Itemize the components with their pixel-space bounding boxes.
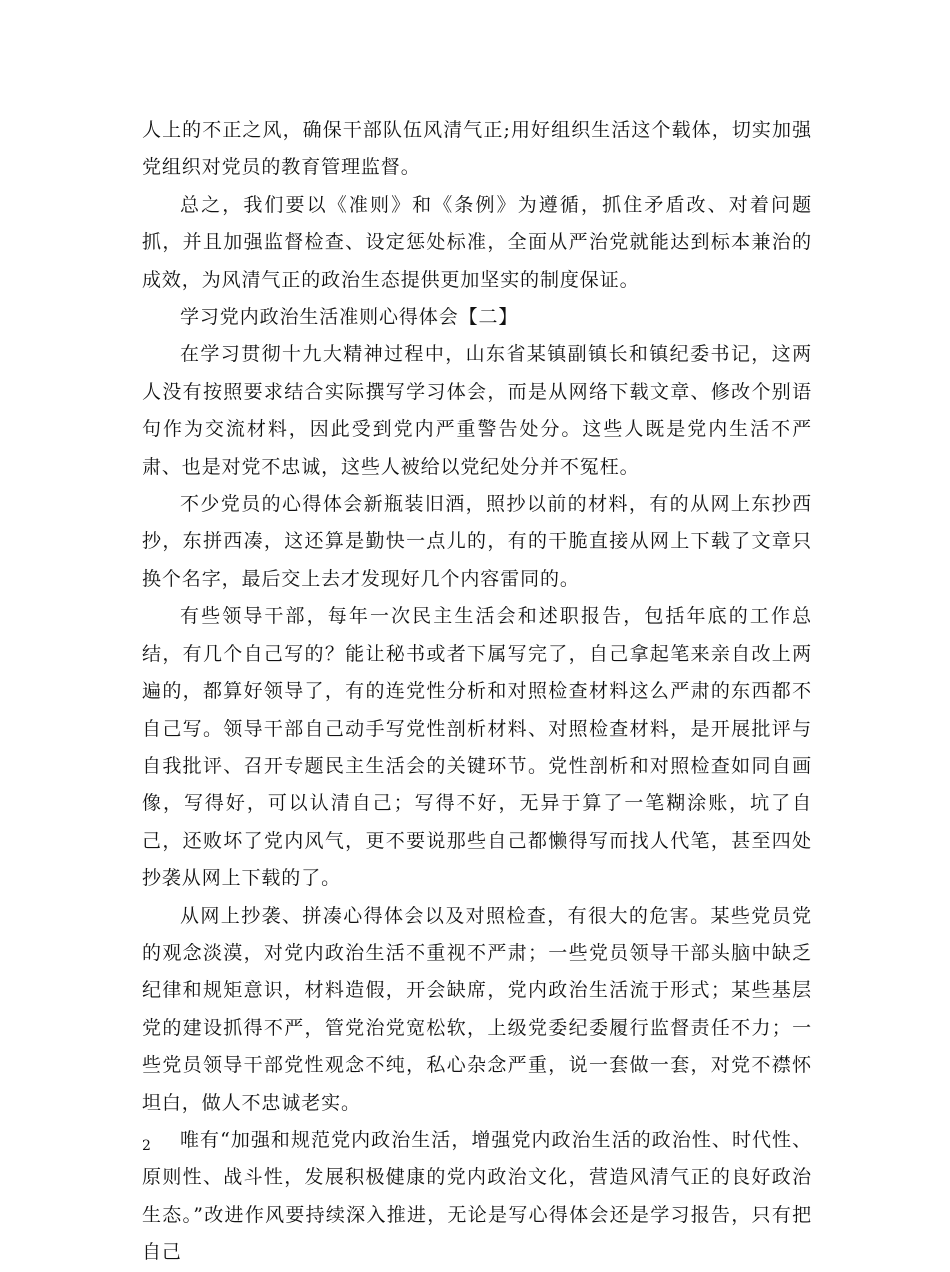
paragraph-5: 有些领导干部，每年一次民主生活会和述职报告，包括年底的工作总结，有几个自己写的？能让秘书或者下属写完了，自己拿起笔来亲自改上两遍的，都算好领导了，有的连党性分析和对照检查材料这么严肃的东西都不自己写。领导干部自己动手写党性剖析材料、对照检查材料，是开展批评与自我批评、召开专题民主生活会的关键环节。党性剖析和对照检查如同自画像，写得好，可以认清自己；写得不好，无异于算了一笔糊涂账，坑了自己，还败坏了党内风气，更不要说那些自己都懒得写而找人代笔，甚至四处抄袭从网上下载的了。 <box>142 605 812 890</box>
paragraph-7: 唯有“加强和规范党内政治生活，增强党内政治生活的政治性、时代性、原则性、战斗性，发展积极健康的党内政治文化，营造风清气正的良好政治生态。”改进作风要持续深入推进，无论是写心得体会还是学习报告，只有把自己 <box>142 1128 812 1264</box>
paragraph-3: 在学习贯彻十九大精神过程中，山东省某镇副镇长和镇纪委书记，这两人没有按照要求结合实际撰写学习体会，而是从网络下载文章、修改个别语句作为交流材料，因此受到党内严重警告处分。这些人既是党内生活不严肃、也是对党不忠诚，这些人被给以党纪处分并不冤枉。 <box>142 343 812 478</box>
document-body <box>142 112 812 1272</box>
paragraph-1: 人上的不正之风，确保干部队伍风清气正;用好组织生活这个载体，切实加强党组织对党员的教育管理监督。 <box>142 119 812 179</box>
paragraph-4: 不少党员的心得体会新瓶装旧酒，照抄以前的材料，有的从网上东抄西抄，东拼西凑，这还算是勤快一点儿的，有的干脆直接从网上下载了文章只换个名字，最后交上去才发现好几个内容雷同的。 <box>142 493 812 590</box>
paragraph-6: 从网上抄袭、拼凑心得体会以及对照检查，有很大的危害。某些党员党的观念淡漠，对党内政治生活不重视不严肃；一些党员领导干部头脑中缺乏纪律和规矩意识，材料造假，开会缺席，党内政治生活流于形式；某些基层党的建设抓得不严，管党治党宽松软，上级党委纪委履行监督责任不力；一些党员领导干部党性观念不纯，私心杂念严重，说一套做一套，对党不襟怀坦白，做人不忠诚老实。 <box>142 904 812 1114</box>
section-heading: 学习党内政治生活准则心得体会【二】 <box>180 306 519 329</box>
page-number: 2 <box>142 1138 151 1154</box>
paragraph-2: 总之，我们要以《准则》和《条例》为遵循，抓住矛盾改、对着问题抓，并且加强监督检查、设定惩处标准，全面从严治党就能达到标本兼治的成效，为风清气正的政治生态提供更加坚实的制度保证。 <box>142 193 812 291</box>
